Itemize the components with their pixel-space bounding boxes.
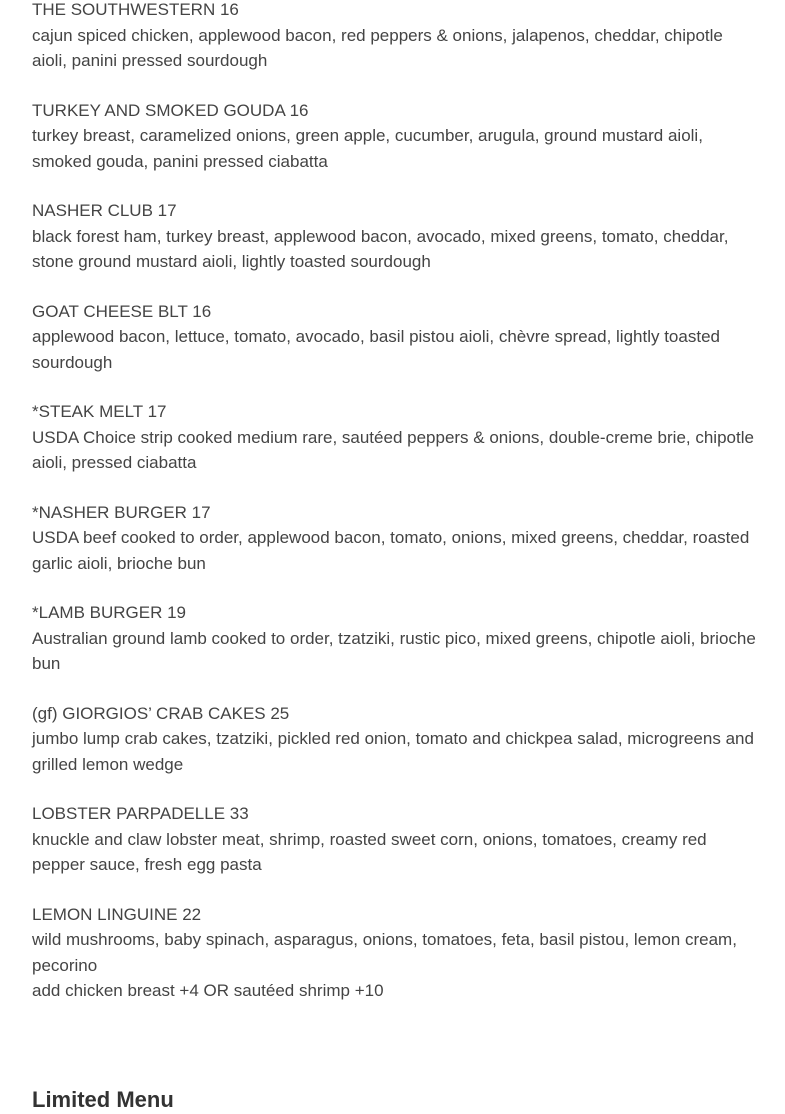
menu-item-lemon-linguine [32,902,757,1004]
item-title: (gf) GIORGIOS’ CRAB CAKES 25 [32,703,290,723]
item-description: black forest ham, turkey breast, applewood bacon, avocado, mixed greens, tomato, cheddar, stone ground mustard aioli, lightly toasted sourdough [32,226,729,271]
item-title: *LAMB BURGER 19 [32,603,186,622]
menu-item-southwestern [32,0,757,74]
menu-item-nasher-burger [32,500,757,577]
item-title: GOAT CHEESE BLT 16 [32,301,212,321]
menu-list [32,0,757,1028]
item-description: USDA Choice strip cooked medium rare, sautéed peppers & onions, double-creme brie, chipotle aioli, pressed ciabatta [32,427,754,472]
item-title: *NASHER BURGER 17 [32,502,211,522]
menu-item-lobster-parpadelle [32,801,757,878]
item-add-on: add chicken breast +4 OR sautéed shrimp +10 [32,981,384,1000]
section-heading-limited-menu: Limited Menu [32,1087,174,1112]
item-title: *STEAK MELT 17 [32,402,167,421]
menu-item-nasher-club [32,198,757,275]
item-description: cajun spiced chicken, applewood bacon, red peppers & onions, jalapenos, cheddar, chipotle aioli, panini pressed sourdough [32,25,723,70]
menu-item-steak-melt [32,399,757,476]
item-title: THE SOUTHWESTERN 16 [32,0,239,19]
menu-item-lamb-burger [32,600,757,677]
menu-item-goat-cheese-blt [32,299,757,376]
item-description: turkey breast, caramelized onions, green apple, cucumber, arugula, ground mustard aioli, smoked gouda, panini pressed ciabatta [32,126,703,171]
item-title: LEMON LINGUINE 22 [32,904,202,924]
item-title: NASHER CLUB 17 [32,201,177,220]
menu-item-crab-cakes [32,701,757,778]
item-description: Australian ground lamb cooked to order, tzatziki, rustic pico, mixed greens, chipotle aioli, brioche bun [32,628,756,673]
item-title: TURKEY AND SMOKED GOUDA 16 [32,100,309,120]
item-title: LOBSTER PARPADELLE 33 [32,804,249,823]
menu-item-turkey-smoked-gouda [32,98,757,175]
item-description: jumbo lump crab cakes, tzatziki, pickled red onion, tomato and chickpea salad, microgreens and grilled lemon wedge [32,729,754,774]
item-description: knuckle and claw lobster meat, shrimp, roasted sweet corn, onions, tomatoes, creamy red pepper sauce, fresh egg pasta [32,829,707,874]
item-description: applewood bacon, lettuce, tomato, avocado, basil pistou aioli, chèvre spread, lightly toasted sourdough [32,327,720,372]
item-description: wild mushrooms, baby spinach, asparagus, onions, tomatoes, feta, basil pistou, lemon cream, pecorino [32,930,737,975]
item-description: USDA beef cooked to order, applewood bacon, tomato, onions, mixed greens, cheddar, roasted garlic aioli, brioche bun [32,528,750,573]
